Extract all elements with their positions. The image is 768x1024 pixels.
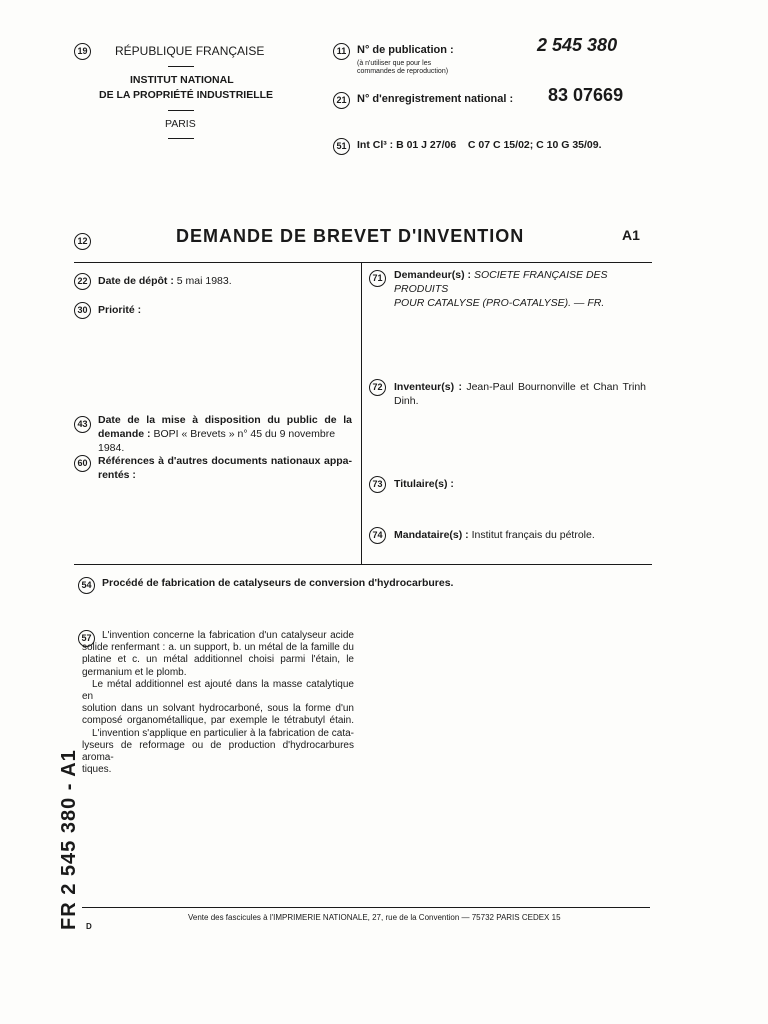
footer-text: Vente des fascicules à l'IMPRIMERIE NATIONALE, 27, rue de la Convention — 75732 PARIS CEDEX 15: [188, 913, 561, 922]
column-divider: [361, 262, 362, 565]
priority-label: Priorité :: [98, 304, 142, 316]
code-60: 60: [74, 455, 91, 472]
code-72: 72: [369, 379, 386, 396]
institut-line2: DE LA PROPRIÉTÉ INDUSTRIELLE: [99, 89, 274, 101]
code-71: 71: [369, 270, 386, 287]
code-54: 54: [78, 577, 95, 594]
code-22: 22: [74, 273, 91, 290]
registration-label: N° d'enregistrement national :: [357, 93, 514, 105]
related-documents: Références à d'autres documents nationaux appa- rentés :: [98, 455, 352, 481]
invention-title: Procédé de fabrication de catalyseurs de conversion d'hydrocarbures.: [102, 577, 454, 589]
public-availability: Date de la mise à disposition du public de la demande : BOPI « Brevets » n° 45 du 9 novembre 1984.: [98, 414, 352, 454]
document-title: DEMANDE DE BREVET D'INVENTION: [176, 226, 525, 246]
bibliographic-rule: [74, 564, 652, 565]
code-11: 11: [333, 43, 350, 60]
separator: [168, 138, 194, 139]
holder-label: Titulaire(s) :: [394, 478, 454, 490]
agent: Mandataire(s) : Institut français du pétrole.: [394, 529, 595, 541]
code-12: 12: [74, 233, 91, 250]
footer-rule: [82, 907, 650, 908]
filing-date: Date de dépôt : 5 mai 1983.: [98, 275, 232, 287]
applicant: Demandeur(s) : SOCIETE FRANÇAISE DES PRODUITS POUR CATALYSE (PRO-CATALYSE). — FR.: [394, 269, 608, 309]
code-73: 73: [369, 476, 386, 493]
publication-label: N° de publication :: [357, 44, 454, 56]
publication-note: (à n'utiliser que pour les commandes de reproduction): [357, 60, 449, 75]
footer-d: D: [86, 922, 92, 931]
code-57: 57: [78, 630, 95, 647]
title-rule: [74, 262, 652, 263]
side-publication-number: FR 2 545 380 - A1: [58, 749, 80, 930]
international-classification: Int Cl³ : B 01 J 27/06 C 07 C 15/02; C 10 G 35/09.: [357, 139, 602, 151]
registration-number: 83 07669: [548, 85, 624, 105]
city: PARIS: [165, 118, 196, 130]
separator: [168, 110, 194, 111]
publication-number: 2 545 380: [537, 35, 618, 55]
kind-code: A1: [622, 227, 640, 243]
code-74: 74: [369, 527, 386, 544]
code-43: 43: [74, 416, 91, 433]
code-51: 51: [333, 138, 350, 155]
abstract: L'invention concerne la fabrication d'un catalyseur acide solide renfermant : a. un support, b. un métal de la famille du platine et c. un métal additionnel choisi parmi l'étain, le germanium et le plomb. Le métal additionnel est ajouté dans la masse catalytique en solution dans un solvant hydrocarboné, sous la forme d'un composé organométallique, par exemple le tétrabutyl étain. L'invention s'applique en particulier à la fabrication de cata- lyseurs de reformage ou de production d'hydrocarbures aroma- tiques.: [82, 630, 354, 776]
code-19: 19: [74, 43, 91, 60]
code-30: 30: [74, 302, 91, 319]
institut-line1: INSTITUT NATIONAL: [130, 74, 234, 86]
code-21: 21: [333, 92, 350, 109]
inventors: Inventeur(s) : Jean-Paul Bournonville et Chan Trinh Dinh.: [394, 381, 646, 407]
separator: [168, 66, 194, 67]
republique-francaise: RÉPUBLIQUE FRANÇAISE: [115, 44, 265, 58]
